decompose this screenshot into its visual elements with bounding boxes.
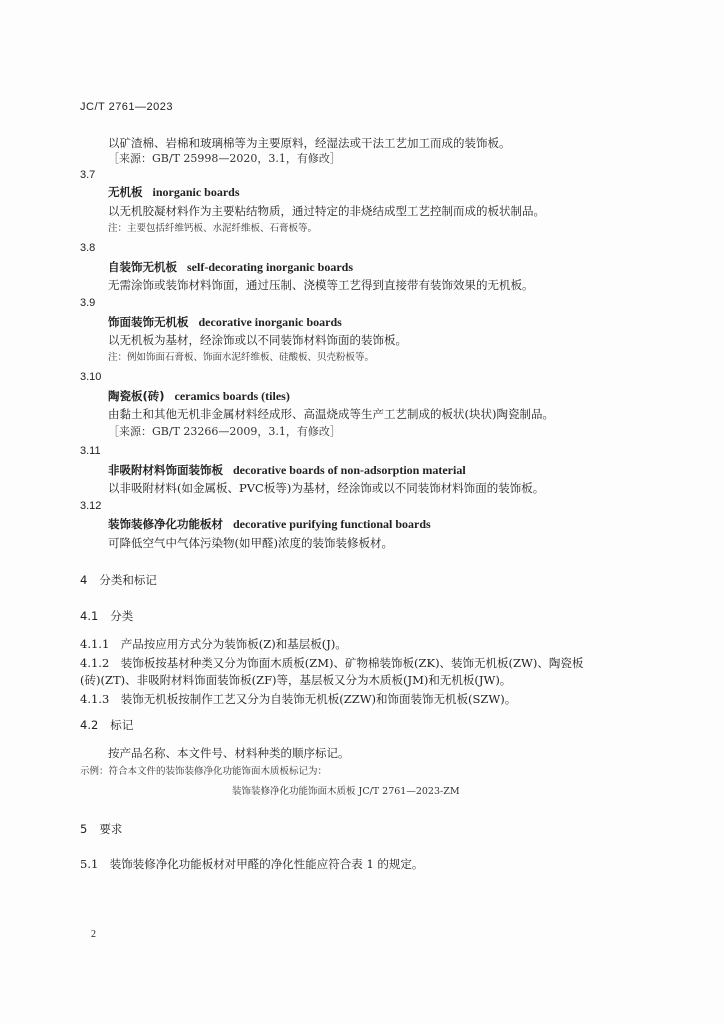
definition-text: 无需涂饰或装饰材料饰面，通过压制、浇模等工艺得到直接带有装饰效果的无机板。 <box>108 278 534 292</box>
term-en: decorative boards of non-adsorption material <box>233 463 466 477</box>
term-cn: 陶瓷板(砖) <box>108 389 165 403</box>
note-text: 注：主要包括纤维钙板、水泥纤维板、石膏板等。 <box>108 223 318 234</box>
paragraph: 按产品名称、本文件号、材料种类的顺序标记。 <box>108 746 350 760</box>
paragraph: 4.1.2 装饰板按基材种类又分为饰面木质板(ZM)、矿物棉装饰板(ZK)、装饰无机板(ZW)、陶瓷板 <box>80 656 584 670</box>
section-title: 分类和标记 <box>99 573 157 587</box>
section-number: 4.1 <box>80 609 99 623</box>
section-title: 分类 <box>110 609 134 623</box>
term-cn: 非吸附材料饰面装饰板 <box>108 463 223 477</box>
term-en: ceramics boards (tiles) <box>174 389 290 403</box>
term-heading <box>108 184 240 200</box>
definition-text: 以无机板为基材，经涂饰或以不同装饰材料饰面的装饰板。 <box>108 333 407 347</box>
section-number: 5 <box>80 822 88 836</box>
definition-text: 以无机胶凝材料作为主要粘结物质，通过特定的非烧结成型工艺控制而成的板状制品。 <box>108 204 545 218</box>
paragraph: (砖)(ZT)、非吸附材料饰面装饰板(ZF)等，基层板又分为木质板(JM)和无机板(JW)。 <box>80 673 512 687</box>
source-reference: ［来源：GB/T 23266—2009，3.1，有修改］ <box>108 425 341 438</box>
example-text: 示例：符合本文件的装饰装修净化功能饰面木质板标记为： <box>80 766 328 777</box>
section-number: 4 <box>80 573 88 587</box>
term-heading <box>108 462 466 478</box>
definition-text: 以非吸附材料(如金属板、PVC板等)为基材，经涂饰或以不同装饰材料饰面的装饰板。 <box>108 481 545 495</box>
paragraph: 4.1.1 产品按应用方式分为装饰板(Z)和基层板(J)。 <box>80 637 347 651</box>
clause-number: 3.12 <box>80 500 102 512</box>
term-heading <box>108 388 290 404</box>
document-header: JC/T 2761—2023 <box>80 101 174 113</box>
section-title: 要求 <box>99 822 123 836</box>
subsection-heading <box>80 608 133 624</box>
term-en: decorative purifying functional boards <box>233 517 431 531</box>
term-cn: 饰面装饰无机板 <box>108 315 189 329</box>
subsection-heading <box>80 717 133 733</box>
section-title: 标记 <box>110 718 134 732</box>
term-heading <box>108 516 431 532</box>
term-en: self-decorating inorganic boards <box>187 260 353 274</box>
definition-text: 由黏土和其他无机非金属材料经成形、高温烧成等生产工艺制成的板状(块状)陶瓷制品。 <box>108 407 554 421</box>
term-cn: 装饰装修净化功能板材 <box>108 517 223 531</box>
clause-number: 3.9 <box>80 297 96 309</box>
paragraph: 5.1 装饰装修净化功能板材对甲醛的净化性能应符合表 1 的规定。 <box>80 857 424 871</box>
definition-text: 可降低空气中气体污染物(如甲醛)浓度的装饰装修板材。 <box>108 536 393 550</box>
definition-text: 以矿渣棉、岩棉和玻璃棉等为主要原料，经湿法或干法工艺加工而成的装饰板。 <box>108 136 511 150</box>
clause-number: 3.11 <box>80 445 101 457</box>
term-cn: 无机板 <box>108 185 143 199</box>
section-number: 4.2 <box>80 718 99 732</box>
section-heading <box>80 821 122 837</box>
page-number: 2 <box>91 929 96 940</box>
term-cn: 自装饰无机板 <box>108 260 177 274</box>
note-text: 注：例如饰面石膏板、饰面水泥纤维板、硅酸板、贝壳粉板等。 <box>108 352 375 363</box>
clause-number: 3.7 <box>80 169 96 181</box>
section-heading <box>80 572 157 588</box>
paragraph: 4.1.3 装饰无机板按制作工艺又分为自装饰无机板(ZZW)和饰面装饰无机板(SZW)。 <box>80 692 517 706</box>
clause-number: 3.8 <box>80 242 96 254</box>
marking-example: 装饰装修净化功能饰面木质板 JC/T 2761—2023-ZM <box>232 786 460 797</box>
term-heading <box>108 314 342 330</box>
source-reference: ［来源：GB/T 25998—2020，3.1，有修改］ <box>108 152 341 165</box>
term-heading <box>108 259 353 275</box>
term-en: inorganic boards <box>152 185 240 199</box>
term-en: decorative inorganic boards <box>198 315 342 329</box>
clause-number: 3.10 <box>80 371 102 383</box>
